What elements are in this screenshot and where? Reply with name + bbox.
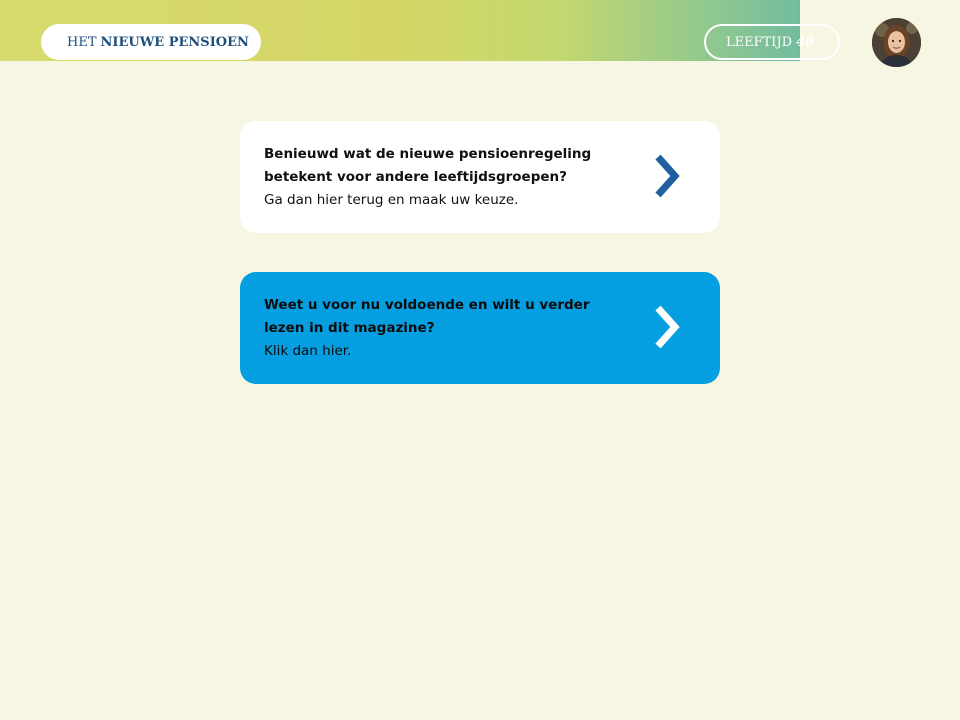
card-subtitle: Ga dan hier terug en maak uw keuze. bbox=[264, 192, 519, 208]
other-age-groups-card[interactable] bbox=[240, 121, 720, 233]
age-value: 40 bbox=[796, 34, 815, 50]
age-selector-button[interactable] bbox=[704, 24, 840, 60]
brand-text-light: HET bbox=[67, 34, 97, 50]
avatar[interactable] bbox=[872, 18, 921, 67]
brand-logo[interactable] bbox=[41, 24, 261, 60]
chevron-right-icon bbox=[650, 151, 684, 201]
card-title: Weet u voor nu voldoende en wilt u verder lezen in dit magazine? bbox=[264, 297, 590, 336]
card-title: Benieuwd wat de nieuwe pensioenregeling betekent voor andere leeftijdsgroepen? bbox=[264, 146, 592, 185]
card-subtitle: Klik dan hier. bbox=[264, 343, 352, 359]
user-avatar-icon bbox=[872, 18, 921, 67]
age-label: LEEFTIJD bbox=[726, 34, 793, 50]
continue-magazine-card[interactable] bbox=[240, 272, 720, 384]
chevron-right-icon bbox=[650, 302, 684, 352]
brand-text-bold: NIEUWE PENSIOEN bbox=[100, 34, 249, 50]
